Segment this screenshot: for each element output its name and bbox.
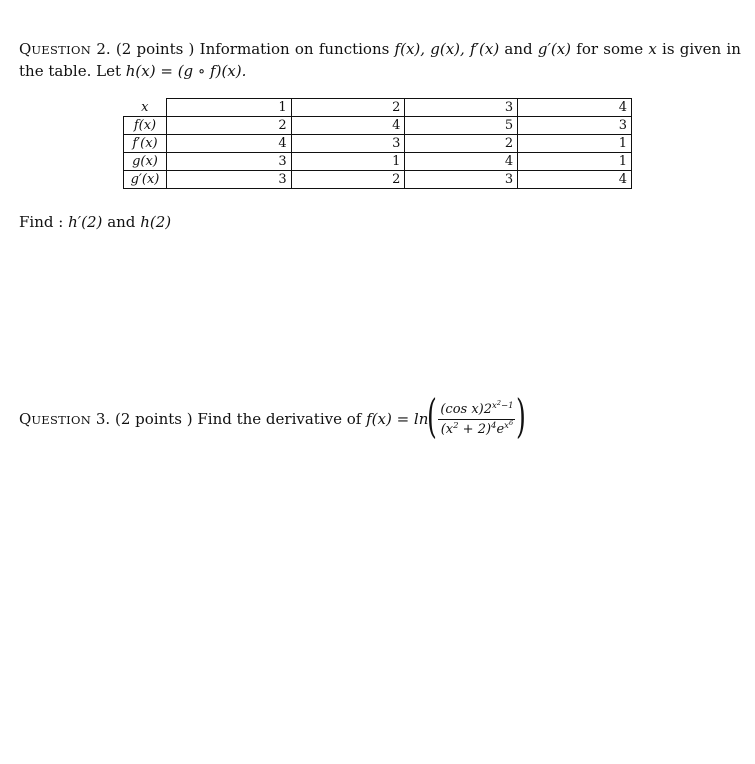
math-g-of-x: g(x), [430,40,465,58]
table-cell: 3 [405,99,518,117]
table-cell: 4 [166,135,291,153]
table-row-label: x [124,99,167,117]
question-3-heading: QUESTION [19,410,92,428]
table-cell: 3 [166,171,291,189]
table-cell: 5 [405,117,518,135]
table-row-label: f′(x) [124,135,167,153]
function-values-table-body [124,99,632,189]
question-3-prompt: Find the derivative of [197,410,362,428]
fraction [438,398,515,438]
right-paren: ) [516,389,527,443]
table-cell: 1 [166,99,291,117]
question-2-intro: Information on functions [199,40,390,58]
table-cell: 3 [291,135,405,153]
table-cell: 3 [166,153,291,171]
function-values-table [123,98,632,189]
table-cell: 4 [518,99,632,117]
table-row [124,135,632,153]
question-2-text [19,39,741,82]
question-2-heading: QUESTION [19,40,92,58]
question-2-points: (2 points ) [115,40,195,58]
question-2-find [19,212,171,232]
table-cell: 1 [291,153,405,171]
table-cell: 4 [291,117,405,135]
table-cell: 2 [291,99,405,117]
find-h: h(2) [140,213,172,231]
table-row-label: g′(x) [124,171,167,189]
table-row [124,153,632,171]
table-row-label: g(x) [124,153,167,171]
table-cell: 4 [405,153,518,171]
table-cell: 2 [166,117,291,135]
question-2-and: and [504,40,533,58]
find-h-prime: h′(2) [68,213,103,231]
question-2-number: 2. [96,40,111,58]
left-paren: ( [427,389,438,443]
table-cell: 3 [405,171,518,189]
table-row [124,171,632,189]
fraction-denominator: $(x^2 + 2)^4e^{x^6}$ [440,418,514,437]
math-gprime-of-x: g′(x) [537,40,572,58]
table-cell: 3 [518,117,632,135]
math-fprime-of-x: f′(x) [470,40,500,58]
math-var-x: x [648,40,657,58]
math-f-ln: f(x) = ln [366,410,429,428]
table-row [124,99,632,117]
question-3-points: (2 points ) [114,410,193,428]
math-h-definition: h(x) = (g ∘ f)(x). [125,62,247,80]
question-2-for-some: for some [576,40,644,58]
math-f-of-x: f(x), [394,40,426,58]
table-cell: 2 [291,171,405,189]
fraction-numerator: (cos $x)2^{x^2-1}$ [438,401,515,420]
question-2-tail: is given in the table. Let [19,40,741,80]
table-row-label: f(x) [124,117,167,135]
table-cell: 2 [405,135,518,153]
table-cell: 4 [518,171,632,189]
find-and: and [107,213,136,231]
question-3 [19,389,527,445]
table-row [124,117,632,135]
table-cell: 1 [518,153,632,171]
question-3-number: 3. [95,410,111,428]
table-cell: 1 [518,135,632,153]
find-label: Find : [19,213,64,231]
